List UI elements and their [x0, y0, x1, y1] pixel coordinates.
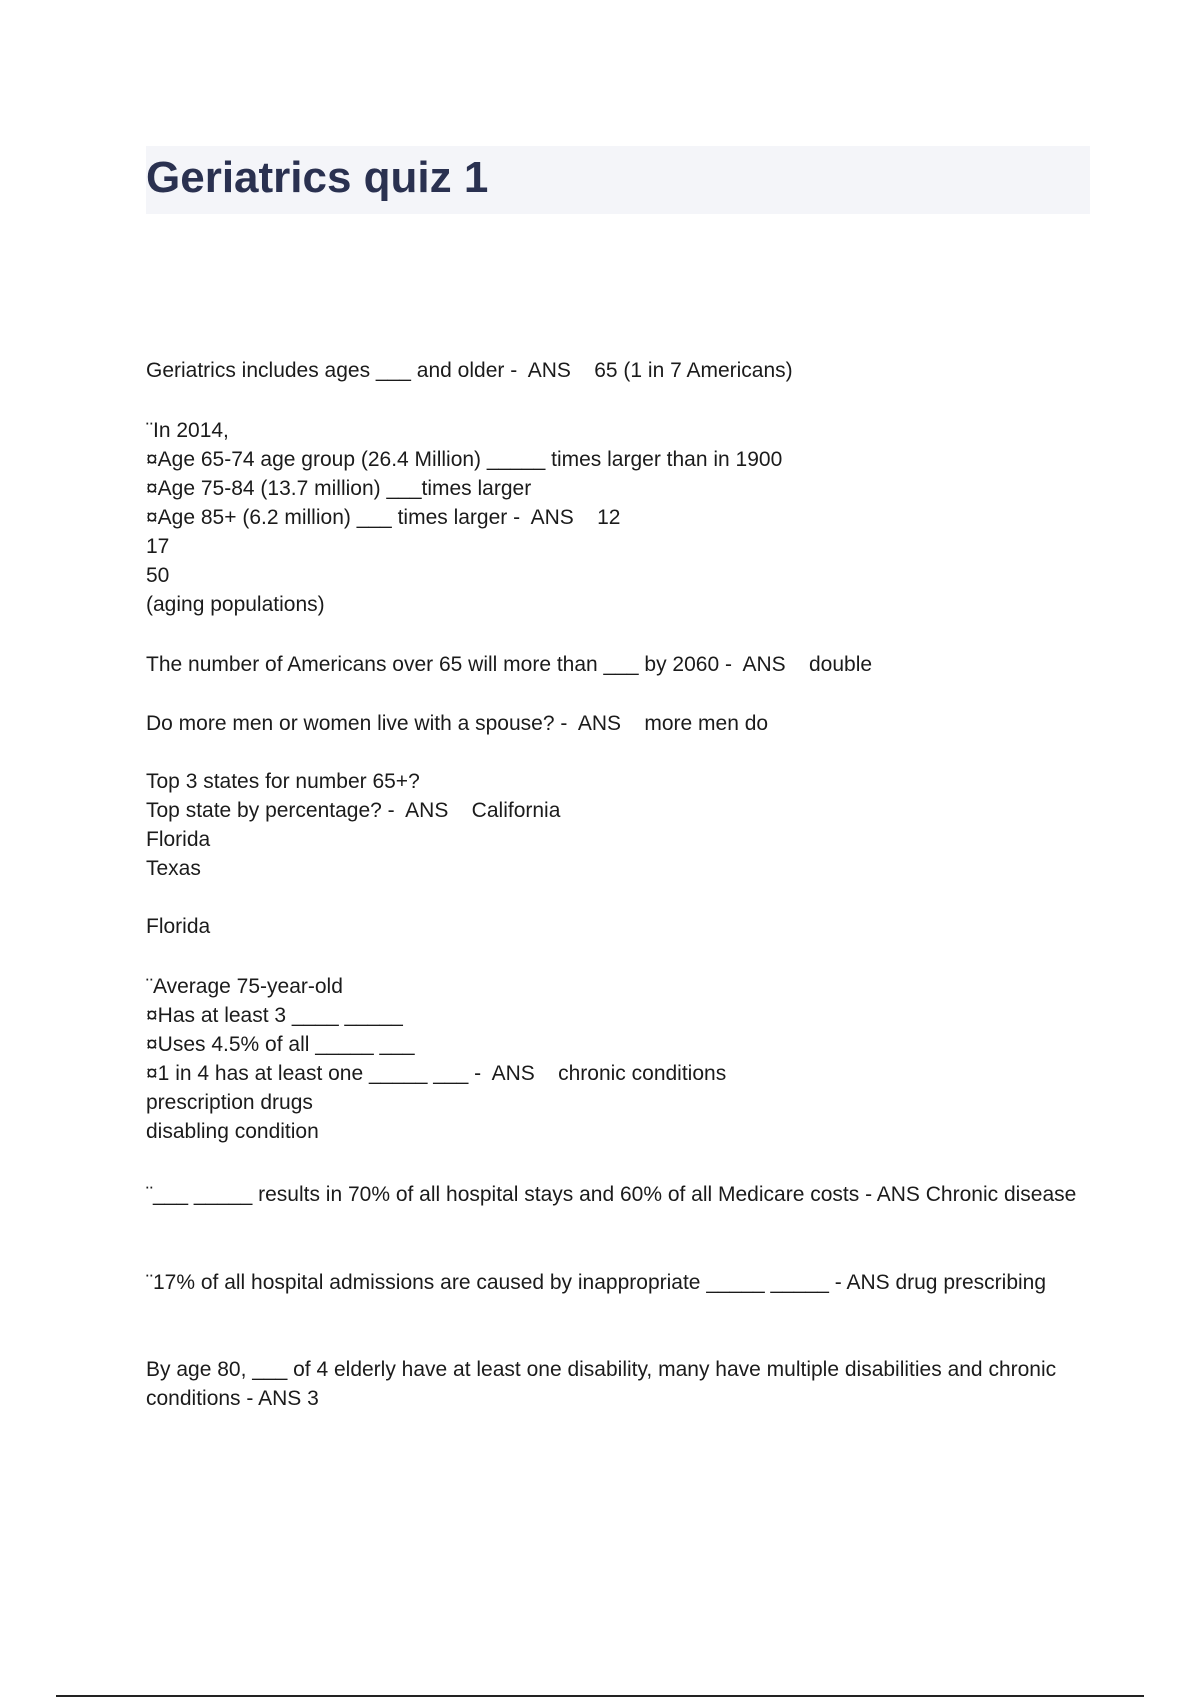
qa-line: ¤1 in 4 has at least one _____ ___ - ANS chronic conditions	[146, 1062, 727, 1085]
qa-line: ¤Has at least 3 ____ _____	[146, 1004, 403, 1027]
qa-item-5	[146, 767, 1086, 941]
qa-text: By age 80, ___ of 4 elderly have at least one disability, many have multiple disabilities and chronic conditions - ANS 3	[146, 1358, 1057, 1410]
qa-text: ¨17% of all hospital admissions are caused by inappropriate _____ _____ - ANS drug prescribing	[146, 1271, 1047, 1294]
qa-line: 17	[146, 535, 170, 558]
qa-text: ¨___ _____ results in 70% of all hospital stays and 60% of all Medicare costs - ANS Chronic disease	[146, 1183, 1077, 1206]
qa-line: Top 3 states for number 65+?	[146, 770, 420, 793]
qa-line: Florida	[146, 828, 211, 851]
qa-item-8	[146, 1268, 1086, 1297]
qa-line: Texas	[146, 857, 201, 880]
qa-item-9	[146, 1355, 1086, 1413]
qa-line: ¨In 2014,	[146, 419, 229, 442]
footer-divider	[56, 1695, 1144, 1697]
qa-line: Geriatrics includes ages ___ and older - ANS 65 (1 in 7 Americans)	[146, 359, 793, 382]
qa-line: ¤Age 85+ (6.2 million) ___ times larger - ANS 12	[146, 506, 621, 529]
qa-line	[146, 883, 1086, 912]
qa-item-2	[146, 416, 1086, 619]
qa-item-6	[146, 972, 1086, 1146]
qa-line: (aging populations)	[146, 593, 325, 616]
qa-line: Florida	[146, 915, 211, 938]
qa-item-4	[146, 709, 1086, 738]
page-title: Geriatrics quiz 1	[146, 153, 489, 202]
qa-line: 50	[146, 564, 170, 587]
qa-line: The number of Americans over 65 will more than ___ by 2060 - ANS double	[146, 653, 873, 676]
qa-item-7	[146, 1180, 1086, 1209]
qa-line: ¤Uses 4.5% of all _____ ___	[146, 1033, 415, 1056]
qa-line: ¨Average 75-year-old	[146, 975, 343, 998]
qa-line: prescription drugs	[146, 1091, 313, 1114]
qa-line: ¤Age 65-74 age group (26.4 Million) _____ times larger than in 1900	[146, 448, 783, 471]
qa-line: Top state by percentage? - ANS California	[146, 799, 561, 822]
qa-line: ¤Age 75-84 (13.7 million) ___times larger	[146, 477, 532, 500]
qa-item-3	[146, 650, 1086, 679]
qa-item-1	[146, 356, 1086, 385]
qa-line: disabling condition	[146, 1120, 319, 1143]
qa-line: Do more men or women live with a spouse? - ANS more men do	[146, 712, 769, 735]
